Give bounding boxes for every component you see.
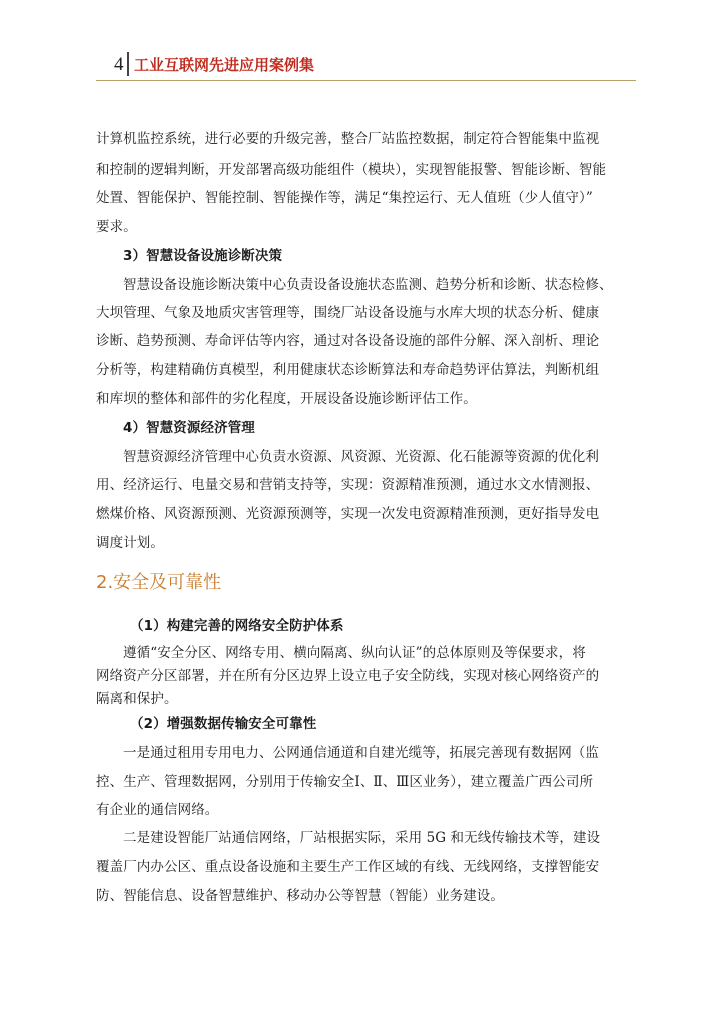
paragraph-line: 智慧设备设施诊断决策中心负责设备设施状态监测、趋势分析和诊断、状态检修、 [123,277,613,293]
paragraph-line: 大坝管理、气象及地质灾害管理等，围绕厂站设备设施与水库大坝的状态分析、健康 [96,305,600,321]
subsection-heading: （1）构建完善的网络安全防护体系 [130,618,344,634]
paragraph-line: 智慧资源经济管理中心负责水资源、风资源、光资源、化石能源等资源的优化利 [123,449,599,465]
paragraph-line: 用、经济运行、电量交易和营销支持等，实现：资源精准预测，通过水文水情测报、 [96,477,600,493]
page-header [96,52,636,81]
paragraph-line: 网络资产分区部署，并在所有分区边界上设立电子安全防线，实现对核心网络资产的 [96,668,600,684]
paragraph-line: 控、生产、管理数据网，分别用于传输安全Ⅰ、Ⅱ、Ⅲ区业务），建立覆盖广西公司所 [96,774,594,790]
subsection-heading: （2）增强数据传输安全可靠性 [130,716,317,732]
paragraph-line: 覆盖厂内办公区、重点设备设施和主要生产工作区域的有线、无线网络，支撑智能安 [96,859,600,875]
paragraph-line: 二是建设智能厂站通信网络，厂站根据实际，采用 5G 和无线传输技术等，建设 [123,830,601,846]
section-heading: 3）智慧设备设施诊断决策 [123,248,283,264]
running-title: 工业互联网先进应用案例集 [134,56,315,74]
header-divider [127,52,129,76]
paragraph-line: 和库坝的整体和部件的劣化程度，开展设备设施诊断评估工作。 [96,391,477,407]
paragraph-line: 计算机监控系统，进行必要的升级完善，整合厂站监控数据，制定符合智能集中监视 [96,131,600,147]
paragraph-line: 燃煤价格、风资源预测、光资源预测等，实现一次发电资源精准预测，更好指导发电 [96,506,600,522]
chapter-heading: 2.安全及可靠性 [96,572,222,593]
paragraph-line: 隔离和保护。 [96,691,178,707]
paragraph-line: 处置、智能保护、智能控制、智能操作等，满足“集控运行、无人值班（少人值守）” [96,190,593,206]
paragraph-line: 分析等，构建精确仿真模型，利用健康状态诊断算法和寿命趋势评估算法，判断机组 [96,362,600,378]
paragraph-line: 要求。 [96,219,137,235]
paragraph-line: 一是通过租用专用电力、公网通信通道和自建光缆等，拓展完善现有数据网（监 [123,745,599,761]
paragraph-line: 诊断、趋势预测、寿命评估等内容，通过对各设备设施的部件分解、深入剖析、理论 [96,333,600,349]
paragraph-line: 和控制的逻辑判断，开发部署高级功能组件（模块），实现智能报警、智能诊断、智能 [96,162,607,178]
section-heading: 4）智慧资源经济管理 [123,420,255,436]
page-number: 4 [114,54,124,75]
paragraph-line: 调度计划。 [96,535,164,551]
paragraph-line: 有企业的通信网络。 [96,802,219,818]
paragraph-line: 遵循“安全分区、网络专用、横向隔离、纵向认证”的总体原则及等保要求，将 [123,645,586,661]
paragraph-line: 防、智能信息、设备智慧维护、移动办公等智慧（智能）业务建设。 [96,888,504,904]
